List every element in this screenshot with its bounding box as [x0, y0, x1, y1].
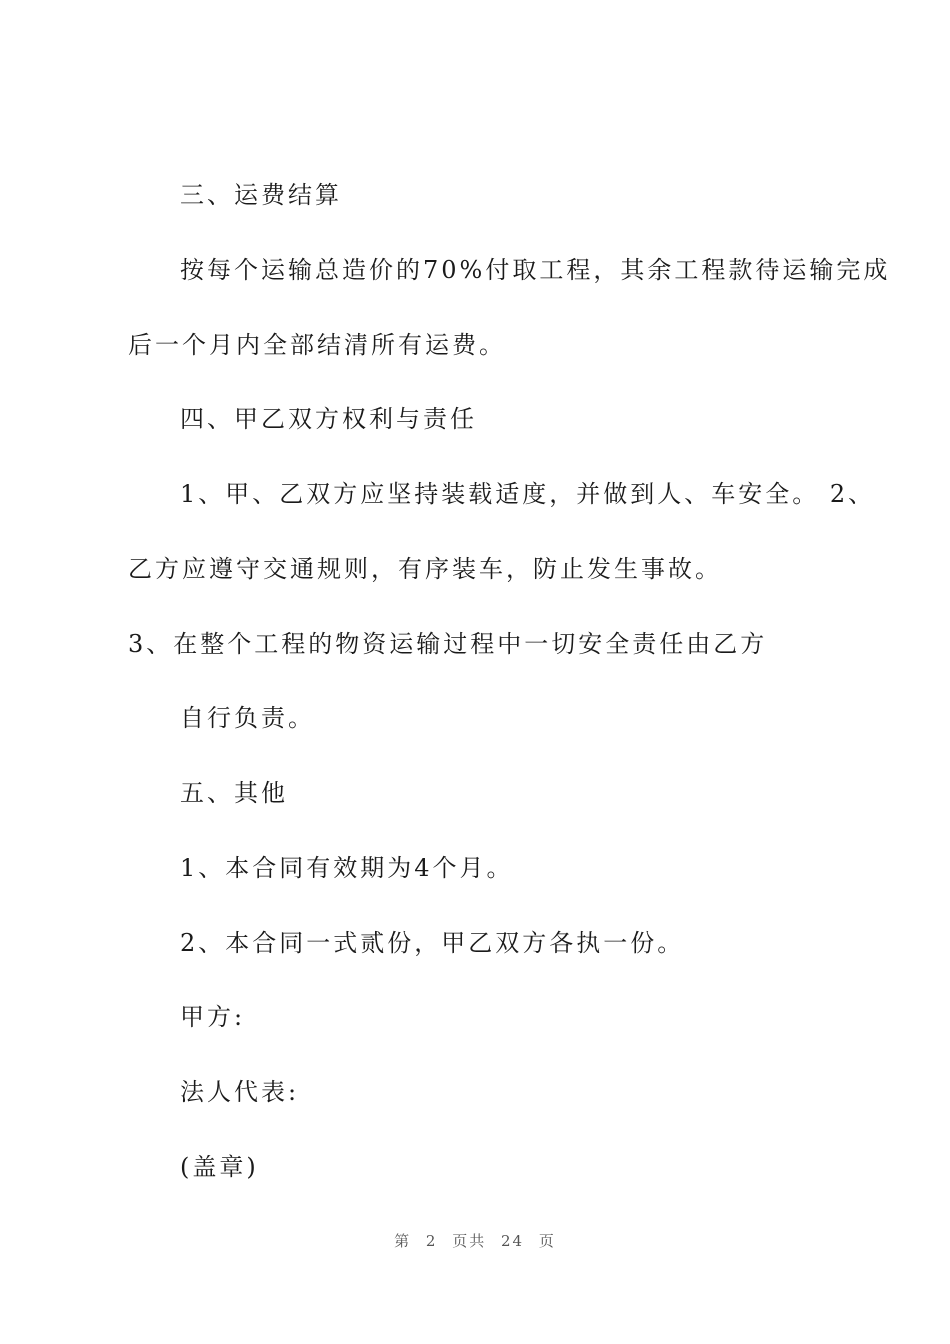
section-heading-other: 五、其他 [180, 779, 288, 807]
paragraph-line: 1、甲、乙双方应坚持装载适度，并做到人、车安全。 2、 [180, 480, 876, 508]
legal-rep-label: 法人代表: [180, 1078, 300, 1106]
section-heading-rights: 四、甲乙双方权利与责任 [180, 405, 477, 433]
paragraph-line: 1、本合同有效期为4个月。 [180, 854, 514, 882]
paragraph-line: 自行负责。 [180, 704, 315, 732]
paragraph-line: 2、本合同一式贰份，甲乙双方各执一份。 [180, 929, 685, 957]
section-heading-settlement: 三、运费结算 [180, 181, 342, 209]
seal-label: (盖章) [180, 1153, 259, 1181]
paragraph-line: 3、在整个工程的物资运输过程中一切安全责任由乙方 [128, 630, 768, 658]
paragraph-line: 乙方应遵守交通规则，有序装车，防止发生事故。 [128, 555, 722, 583]
page-footer: 第 2 页共 24 页 [394, 1232, 556, 1250]
paragraph-line: 后一个月内全部结清所有运费。 [128, 331, 506, 359]
paragraph-line: 按每个运输总造价的70%付取工程，其余工程款待运输完成 [180, 256, 891, 284]
party-a-label: 甲方: [180, 1003, 246, 1031]
